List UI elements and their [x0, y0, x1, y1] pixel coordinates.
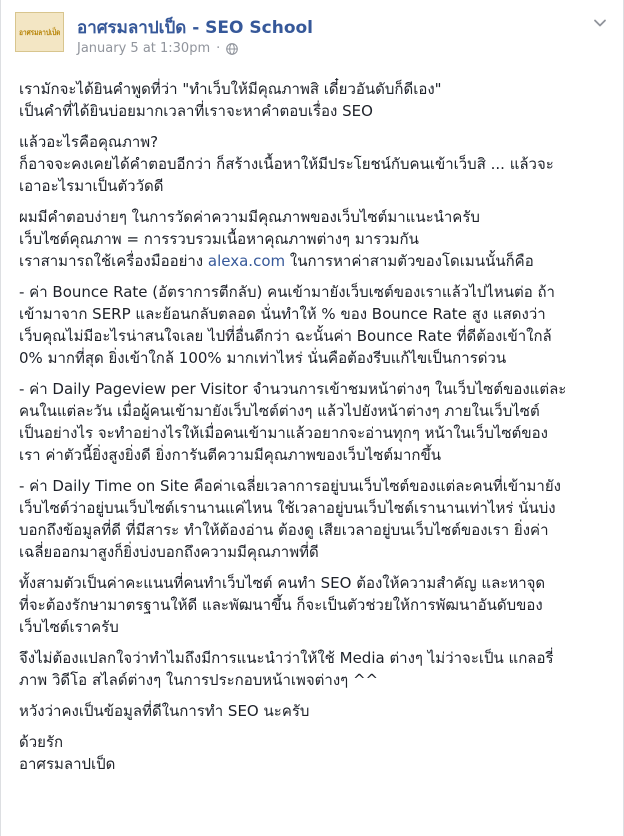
- post-paragraph: [19, 378, 613, 466]
- post-text-line: ด้วยรัก: [19, 733, 64, 751]
- avatar-logo-text: อาศรมลาปเป็ด: [18, 26, 61, 37]
- post-text-line: หวังว่าคงเป็นข้อมูลที่ดีในการทำ SEO นะครับ: [19, 702, 310, 720]
- post-text-line: - ค่า Daily Time on Site คือค่าเฉลี่ยเวลาการอยู่บนเว็บไซต์ของแต่ละคนที่เข้ามายัง: [19, 477, 561, 495]
- post-paragraph: [19, 700, 613, 722]
- chevron-down-icon[interactable]: [593, 16, 607, 30]
- post-text-line: เอาอะไรมาเป็นตัววัดดี: [19, 177, 164, 195]
- tool-line-before: เราสามารถใช้เครื่องมืออย่าง: [19, 252, 208, 270]
- post-text-line: เรามักจะได้ยินคำพูดที่ว่า "ทำเว็บให้มีคุณภาพสิ เดี๋ยวอันดับก็ดีเอง": [19, 80, 442, 98]
- post-text-line: คนในแต่ละวัน เมื่อผู้คนเข้ามายังเว็บไซต์ต่างๆ แล้วไปยังหน้าต่างๆ ภายในเว็บไซต์: [19, 402, 540, 420]
- post-text-line: บอกถึงข้อมูลที่ดี ที่มีสาระ ทำให้ต้องอ่าน ต้องดู เสียเวลาอยู่บนเว็บไซต์ของเรา ยิ่งค่า: [19, 521, 549, 539]
- post-text-line: ผมมีคำตอบง่ายๆ ในการวัดค่าความมีคุณภาพของเว็บไซต์มาแนะนำครับ: [19, 208, 480, 226]
- post-text-line: - ค่า Daily Pageview per Visitor จำนวนการเข้าชมหน้าต่างๆ ในเว็บไซต์ของแต่ละ: [19, 380, 567, 398]
- post-paragraph: [19, 731, 613, 775]
- post-text-line: เว็บไซต์คุณภาพ = การรวบรวมเนื้อหาคุณภาพต่างๆ มารวมกัน: [19, 230, 419, 248]
- post-paragraph: [19, 572, 613, 638]
- post-paragraph: [19, 281, 613, 369]
- post-text-line: เว็บคุณไม่มีอะไรน่าสนใจเลย ไปที่อื่นดีกว่า ฉะนั้นค่า Bounce Rate ที่ดีต้องเข้าใกล้: [19, 327, 552, 345]
- post-paragraph: [19, 78, 613, 122]
- post-text-line: เรา ค่าตัวนี้ยิ่งสูงยิ่งดี ยิ่งการันตีความมีคุณภาพของเว็บไซต์มากขึ้น: [19, 446, 441, 464]
- post-text-line: - ค่า Bounce Rate (อัตราการตีกลับ) คนเข้ามายังเว็บเซต์ของเราแล้วไปไหนต่อ ถ้า: [19, 283, 555, 301]
- globe-icon[interactable]: [226, 43, 238, 55]
- post-text-line: ภาพ วิดีโอ สไลด์ต่างๆ ในการประกอบหน้าเพจต่างๆ ^^: [19, 671, 379, 689]
- meta-separator: ·: [216, 41, 221, 56]
- post-text-line: 0% มากที่สุด ยิ่งเข้าใกล้ 100% มากเท่าไหร่ นั่นคือต้องรีบแก้ไขเป็นการด่วน: [19, 349, 507, 367]
- post-text-line: เข้ามาจาก SERP และย้อนกลับตลอด นั่นทำให้ % ของ Bounce Rate สูง แสดงว่า: [19, 305, 546, 323]
- page-avatar[interactable]: [15, 12, 64, 52]
- post-text-line: เฉลี่ยออกมาสูงก็ยิ่งบ่งบอกถึงความมีคุณภาพที่ดี: [19, 543, 319, 561]
- post-body: [19, 78, 613, 784]
- post-paragraph: [19, 131, 613, 197]
- tool-line-after: ในการหาค่าสามตัวของโดเมนนั้นก็คือ: [285, 252, 534, 270]
- post-timestamp[interactable]: January 5 at 1:30pm: [77, 41, 211, 56]
- post-text-line: เป็นคำที่ได้ยินบ่อยมากเวลาที่เราจะหาคำตอบเรื่อง SEO: [19, 102, 373, 120]
- post-text-line: จึงไม่ต้องแปลกใจว่าทำไมถึงมีการแนะนำว่าให้ใช้ Media ต่างๆ ไม่ว่าจะเป็น แกลอรี่: [19, 649, 554, 667]
- post-text-line: ทั้งสามตัวเป็นค่าคะแนนที่คนทำเว็บไซต์ คนทำ SEO ต้องให้ความสำคัญ และหาจุด: [19, 574, 546, 592]
- post-text-line: แล้วอะไรคือคุณภาพ?: [19, 133, 159, 151]
- post-text-line: เว็บไซต์เราครับ: [19, 618, 119, 636]
- post-paragraph: [19, 475, 613, 563]
- post-text-line: เว็บไซต์ว่าอยู่บนเว็บไซต์เรานานแค่ไหน ใช้เวลาอยู่บนเว็บไซต์เรานานเท่าไหร่ นั่นบ่ง: [19, 499, 556, 517]
- post-text-line: [19, 250, 613, 272]
- page-name-link[interactable]: อาศรมลาปเป็ด - SEO School: [77, 18, 314, 38]
- alexa-link[interactable]: alexa.com: [207, 252, 286, 270]
- post-paragraph: [19, 206, 613, 272]
- post-paragraph: [19, 647, 613, 691]
- post-meta: [77, 41, 238, 56]
- post-text-line: อาศรมลาปเป็ด: [19, 755, 116, 773]
- post-text-line: เป็นอย่างไร จะทำอย่างไรให้เมื่อคนเข้ามาแล้วอยากจะอ่านทุกๆ หน้าในเว็บไซต์ของ: [19, 424, 548, 442]
- post-text-line: ที่จะต้องรักษามาตรฐานให้ดี และพัฒนาขึ้น ก็จะเป็นตัวช่วยให้การพัฒนาอันดับของ: [19, 596, 543, 614]
- post-text-line: ก็อาจจะคงเคยได้คำตอบอีกว่า ก็สร้างเนื้อหาให้มีประโยชน์กับคนเข้าเว็บสิ ... แล้วจะ: [19, 155, 554, 173]
